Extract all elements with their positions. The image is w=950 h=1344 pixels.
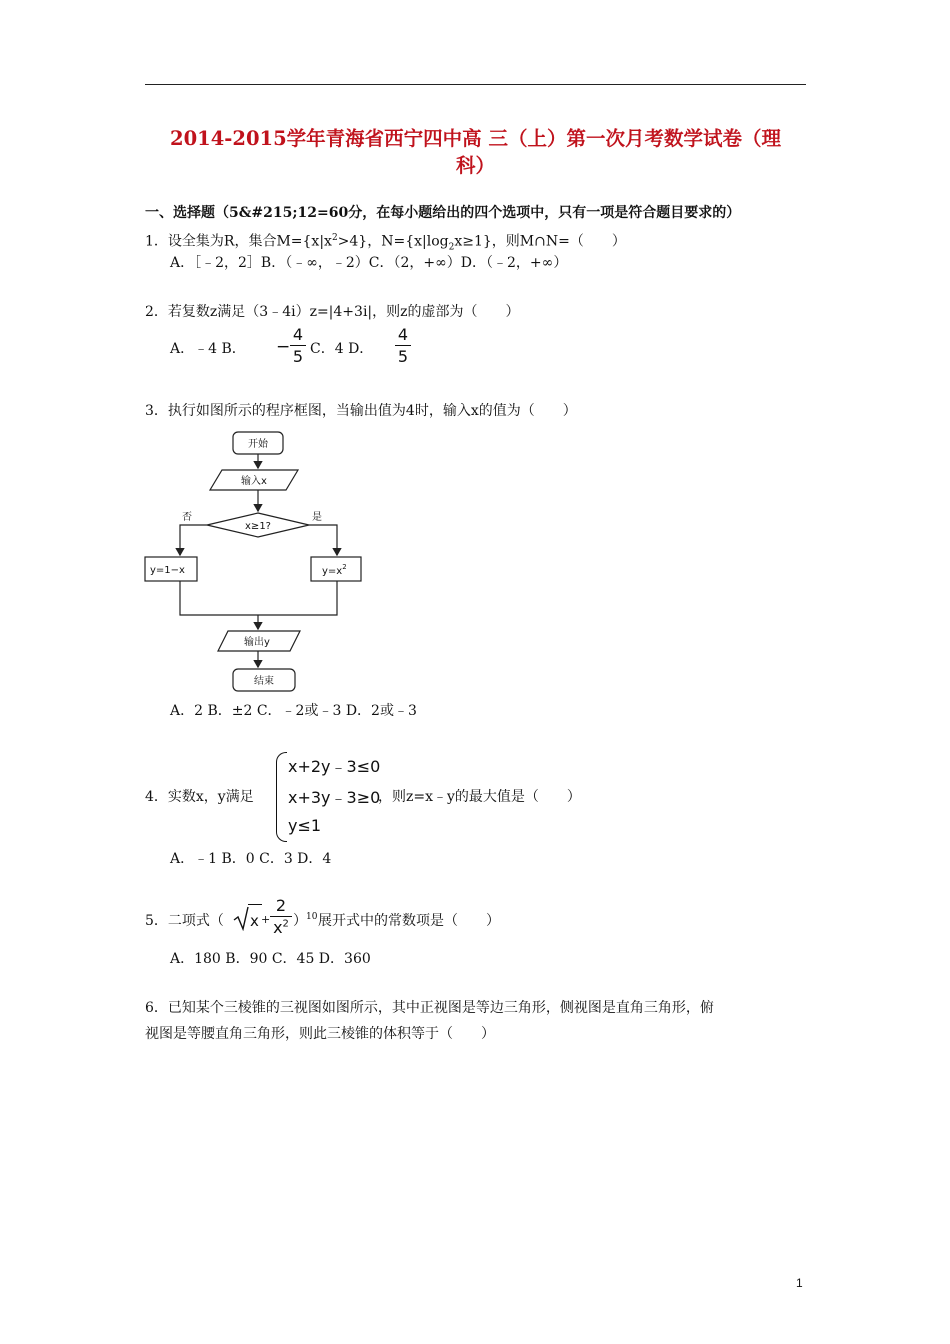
q4-options: A．﹣1 B．0 C．3 D．4 xyxy=(170,851,332,867)
q4-suffix: ，则z=x﹣y的最大值是（ ） xyxy=(378,789,581,805)
q5-options: A．180 B．90 C．45 D．360 xyxy=(170,951,371,967)
q4-prefix: 4．实数x，y满足 xyxy=(145,789,254,805)
flow-left-text: y=1−x xyxy=(150,565,185,576)
exam-title xyxy=(145,125,806,179)
flow-yes-label: 是 xyxy=(312,512,322,523)
sqrt-icon xyxy=(233,905,249,931)
exam-title-line1: 2014-2015学年青海省西宁四中高 三（上）第一次月考数学试卷（理 xyxy=(170,127,781,150)
flow-start-text: 开始 xyxy=(248,439,268,450)
sqrt-vinculum xyxy=(248,904,262,905)
q5-fraction xyxy=(270,896,292,937)
q4-ineq-2: x+3y﹣3≥0 xyxy=(288,788,381,807)
q5-close: ） xyxy=(293,913,307,929)
flow-end-text: 结束 xyxy=(254,676,274,687)
fraction-bar xyxy=(270,916,292,917)
q5-frac-denominator xyxy=(273,918,289,937)
flow-right-base: y=x xyxy=(322,566,343,577)
flowchart xyxy=(140,425,380,697)
flow-right-sup: 2 xyxy=(342,563,347,571)
q6-line-1: 6．已知某个三棱锥的三视图如图所示，其中正视图是等边三角形，侧视图是直角三角形，俯 xyxy=(145,1000,714,1016)
q2-d-denominator: 5 xyxy=(397,347,409,366)
flow-no-label: 否 xyxy=(182,512,192,523)
fraction-bar xyxy=(290,345,306,346)
q1-text-b: >4}，N={x|log xyxy=(337,233,449,250)
fraction-bar xyxy=(395,345,411,346)
q1-text-c: x≥1}，则M∩N=（ ） xyxy=(454,233,626,250)
q2-option-d-fraction xyxy=(395,325,411,366)
flow-right-text xyxy=(322,563,347,577)
flow-input-text: 输入x xyxy=(241,476,267,487)
q2-option-b-sign: − xyxy=(276,337,291,357)
q5-exponent: 10 xyxy=(306,912,318,922)
q5-prefix: 5．二项式（ xyxy=(145,913,224,929)
q2-option-c: C．4 D． xyxy=(310,341,374,357)
q4-ineq-1: x+2y﹣3≤0 xyxy=(288,757,381,776)
page-number: 1 xyxy=(796,1276,803,1290)
q6-line-2: 视图是等腰直角三角形，则此三棱锥的体积等于（ ） xyxy=(145,1026,495,1042)
q4-brace xyxy=(276,752,287,842)
flow-cond-text: x≥1? xyxy=(245,521,271,532)
q2-d-numerator: 4 xyxy=(397,325,409,344)
header-rule xyxy=(145,84,806,85)
q2-option-a: A．﹣4 B． xyxy=(170,341,246,357)
q1-options: A．［﹣2，2］B．（﹣∞，﹣2）C．（2，+∞）D．（﹣2，+∞） xyxy=(170,255,568,271)
question-2: 2．若复数z满足（3﹣4i）z=|4+3i|，则z的虚部为（ ） xyxy=(145,304,520,320)
q5-den-base: x xyxy=(273,918,283,937)
flow-output-text: 输出y xyxy=(244,637,270,648)
q2-b-denominator: 5 xyxy=(292,347,304,366)
question-3: 3．执行如图所示的程序框图，当输出值为4时，输入x的值为（ ） xyxy=(145,403,577,419)
q5-suffix: 展开式中的常数项是（ ） xyxy=(318,913,500,929)
q5-den-sup: 2 xyxy=(282,918,289,930)
q5-frac-numerator: 2 xyxy=(275,896,287,915)
q5-sqrt-arg: x xyxy=(250,912,259,930)
q1-sub: 2 xyxy=(448,242,455,253)
exam-title-line2: 科） xyxy=(455,154,495,177)
section-heading: 一、选择题（5&#215;12=60分，在每小题给出的四个选项中，只有一项是符合题目要求的） xyxy=(145,205,741,221)
q3-options: A．2 B．±2 C．﹣2或﹣3 D．2或﹣3 xyxy=(170,703,417,719)
q5-plus: + xyxy=(261,913,271,926)
q2-b-numerator: 4 xyxy=(292,325,304,344)
q1-text-a: 1．设全集为R，集合M={x|x xyxy=(145,233,332,250)
q4-ineq-3: y≤1 xyxy=(288,816,322,835)
q2-option-b-fraction xyxy=(290,325,306,366)
q1-sup: 2 xyxy=(331,233,338,243)
